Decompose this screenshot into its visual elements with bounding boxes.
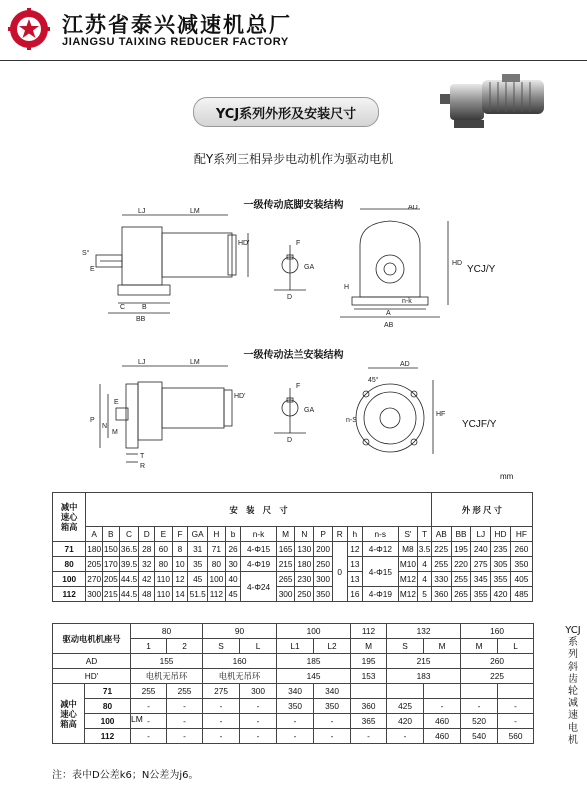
header-divider [0, 60, 587, 61]
cell: 360 [431, 587, 451, 602]
table-row [53, 587, 533, 602]
cell: 195 [451, 542, 471, 557]
t2-frame: 90 [203, 624, 277, 639]
cell: 4-Φ19 [363, 587, 398, 602]
cell: - [131, 714, 167, 729]
cell: M12 [398, 587, 418, 602]
cell: M10 [398, 557, 418, 572]
cell: - [203, 729, 240, 744]
cell: 12 [347, 542, 363, 557]
cell: 13 [347, 572, 363, 587]
cell: 32 [139, 557, 155, 572]
t2-rowhead: 减中 速心 箱高 [53, 684, 85, 744]
dim-nk-label: n-k [402, 298, 412, 305]
flange-dim-hd-prime-label: HD' [234, 393, 246, 400]
flange-dim-e-label: E [114, 399, 119, 406]
dim-bb-label: BB [136, 316, 146, 323]
t1-col-c: C [119, 527, 139, 542]
dim-f-label: F [296, 240, 301, 247]
t2-lm-label: LM [131, 714, 143, 724]
flange-dim-ga-label: GA [304, 407, 315, 414]
company-name-cn: 江苏省泰兴减速机总厂 [62, 13, 292, 37]
t2-variant: 2 [167, 639, 203, 654]
flange-dim-d-label: D [287, 437, 293, 444]
cell: 31 [188, 542, 208, 557]
cell: 265 [276, 572, 295, 587]
cell: 44.5 [119, 587, 139, 602]
cell: 220 [451, 557, 471, 572]
flange-dim-r-label: R [140, 463, 146, 470]
dim-ab-label: AB [384, 322, 394, 329]
t1-col-h: H [208, 527, 226, 542]
cell-r-merged: 0 [332, 542, 347, 602]
t2-variant: L [498, 639, 534, 654]
cell: 71 [208, 542, 226, 557]
t2-variant: M [461, 639, 498, 654]
row-size: 100 [85, 714, 131, 729]
t2-variant: 1 [131, 639, 167, 654]
dim-c-label: C [120, 304, 126, 311]
cell: 460 [424, 729, 461, 744]
cell: 240 [471, 542, 491, 557]
cell: 275 [471, 557, 491, 572]
t1-col-hd: HD [491, 527, 511, 542]
t1-col-s: S' [398, 527, 418, 542]
t2-frame: 132 [387, 624, 461, 639]
dim-e-label: E [90, 266, 95, 273]
cell: 40 [225, 572, 241, 587]
cell: 48 [139, 587, 155, 602]
cell: 265 [451, 587, 471, 602]
t1-col-hf: HF [510, 527, 532, 542]
cell: 365 [351, 714, 387, 729]
cell: 350 [510, 557, 532, 572]
table-row [53, 572, 533, 587]
table-row [53, 699, 534, 714]
t1-col-d: D [139, 527, 155, 542]
cell: 420 [491, 587, 511, 602]
cell: 30 [225, 557, 241, 572]
unit-label: mm [500, 472, 514, 481]
cell: 110 [155, 572, 173, 587]
table-row [53, 714, 534, 729]
dim-ga-label: GA [304, 264, 315, 271]
cell: 3.5 [418, 542, 432, 557]
cell: 45 [225, 587, 241, 602]
cell: 355 [471, 587, 491, 602]
t1-col-t: T [418, 527, 432, 542]
row-size: 100 [53, 572, 86, 587]
flange-dim-lm-label: LM [190, 359, 200, 366]
t1-rowhead: 减中 速心 箱高 [53, 493, 86, 542]
table-row [53, 542, 533, 557]
cell: - [277, 729, 314, 744]
cell [461, 684, 498, 699]
t1-col-a: A [86, 527, 103, 542]
flange-mount-drawing [78, 358, 498, 473]
t2-hd: 183 [387, 669, 461, 684]
cell: 80 [155, 557, 173, 572]
cell: 45 [188, 572, 208, 587]
cell: 60 [155, 542, 173, 557]
cell: - [277, 714, 314, 729]
cell: 250 [295, 587, 314, 602]
row-size: 71 [53, 542, 86, 557]
t2-variant: S [203, 639, 240, 654]
dim-hd-label: HD [452, 260, 463, 267]
cell: 26 [225, 542, 241, 557]
gearmotor-product-image [436, 72, 556, 142]
cell: 4 [418, 572, 432, 587]
t2-ad: 260 [461, 654, 534, 669]
cell: 255 [431, 557, 451, 572]
cell: - [240, 729, 277, 744]
cell [424, 684, 461, 699]
cell: 130 [295, 542, 314, 557]
cell: 350 [277, 699, 314, 714]
table-row [53, 684, 534, 699]
cell: 100 [208, 572, 226, 587]
table-row [53, 557, 533, 572]
cell: 4-Φ12 [363, 542, 398, 557]
cell: 112 [208, 587, 226, 602]
cell: 420 [387, 714, 424, 729]
cell: 180 [295, 557, 314, 572]
cell: 215 [276, 557, 295, 572]
t2-variant: S [387, 639, 424, 654]
t2-ad: 185 [277, 654, 351, 669]
cell: 405 [510, 572, 532, 587]
t1-col-bb: BB [451, 527, 471, 542]
cell: 51.5 [188, 587, 208, 602]
cell: 275 [203, 684, 240, 699]
cell: - [424, 699, 461, 714]
t2-frame: 80 [131, 624, 203, 639]
flange-dim-n-label: N [102, 423, 108, 430]
cell: - [167, 714, 203, 729]
company-name-en: JIANGSU TAIXING REDUCER FACTORY [62, 36, 289, 48]
cell: 13 [347, 557, 363, 572]
cell: 4-Φ15 [241, 542, 276, 557]
cell: 425 [387, 699, 424, 714]
page-header [0, 0, 587, 70]
cell: - [240, 699, 277, 714]
t1-col-n: N [295, 527, 314, 542]
page-title: YCJ系列外形及安装尺寸 [193, 97, 379, 127]
cell: - [203, 714, 240, 729]
t2-variant: M [351, 639, 387, 654]
flange-dim-lj-label: LJ [138, 359, 146, 366]
cell: 235 [491, 542, 511, 557]
cell: - [498, 699, 534, 714]
t2-hd: 电机无吊环 [203, 669, 277, 684]
cell: 44.5 [119, 572, 139, 587]
cell: - [498, 714, 534, 729]
cell: 270 [86, 572, 103, 587]
row-size: 80 [53, 557, 86, 572]
cell: 205 [86, 557, 103, 572]
t1-col-m: M [276, 527, 295, 542]
dim-a-label: A [386, 310, 391, 317]
company-logo-icon [8, 8, 50, 50]
cell: 150 [102, 542, 119, 557]
model-ycjf-y: YCJF/Y [462, 419, 497, 430]
t2-ad: 215 [387, 654, 461, 669]
t2-ad-label: AD [53, 654, 131, 669]
t2-ad: 155 [131, 654, 203, 669]
t1-col-ns: n-s [363, 527, 398, 542]
t2-variant: L1 [277, 639, 314, 654]
t2-frame: 100 [277, 624, 351, 639]
model-ycj-y: YCJ/Y [467, 264, 496, 275]
dim-lj-label: LJ [138, 208, 146, 215]
dim-s-label: S° [82, 250, 90, 257]
cell: 10 [172, 557, 188, 572]
cell: 165 [276, 542, 295, 557]
row-size: 112 [85, 729, 131, 744]
cell: - [240, 714, 277, 729]
t1-col-f: F [172, 527, 188, 542]
dim-h-label: H [344, 284, 350, 291]
cell: - [314, 729, 351, 744]
cell: 360 [351, 699, 387, 714]
cell: - [351, 729, 387, 744]
cell: 300 [314, 572, 333, 587]
cell: 36.5 [119, 542, 139, 557]
cell-nk-merged: 4-Φ24 [241, 572, 276, 602]
cell: 170 [102, 557, 119, 572]
flange-dim-t-label: T [140, 453, 145, 460]
cell: 28 [139, 542, 155, 557]
cell: 35 [188, 557, 208, 572]
t1-col-h-small: h [347, 527, 363, 542]
cell: - [167, 729, 203, 744]
cell: 300 [240, 684, 277, 699]
cell [498, 684, 534, 699]
cell: - [131, 729, 167, 744]
cell: 350 [314, 587, 333, 602]
cell: 250 [314, 557, 333, 572]
t2-hd: 225 [461, 669, 534, 684]
cell: - [131, 699, 167, 714]
cell: - [461, 699, 498, 714]
t2-hd: 电机无吊环 [131, 669, 203, 684]
cell: M12 [398, 572, 418, 587]
cell: 205 [102, 572, 119, 587]
t2-frame: 160 [461, 624, 534, 639]
cell: 255 [131, 684, 167, 699]
cell [387, 684, 424, 699]
cell: 39.5 [119, 557, 139, 572]
page-subtitle: 配Y系列三相异步电动机作为驱动电机 [193, 152, 394, 166]
cell: 8 [172, 542, 188, 557]
cell: - [167, 699, 203, 714]
t2-hd-label: HD' [53, 669, 131, 684]
side-series-label: YCJ系列斜齿轮减速电机 [565, 625, 581, 746]
cell: 305 [491, 557, 511, 572]
t1-col-nk: n-k [241, 527, 276, 542]
flange-dim-m-label: M [112, 429, 118, 436]
cell: 14 [172, 587, 188, 602]
flange-mount-caption: 一级传动法兰安装结构 [243, 350, 344, 361]
cell: 255 [167, 684, 203, 699]
flange-dim-ad-label: AD [400, 361, 410, 368]
cell: - [387, 729, 424, 744]
flange-dim-hf-label: HF [436, 411, 446, 418]
t1-group-outline: 外 形 尺 寸 [431, 493, 532, 527]
cell: 330 [431, 572, 451, 587]
cell: 180 [86, 542, 103, 557]
dim-lm-label: LM [190, 208, 200, 215]
cell: 16 [347, 587, 363, 602]
cell: 350 [314, 699, 351, 714]
cell: 4 [418, 557, 432, 572]
cell: 4-Φ19 [241, 557, 276, 572]
cell: 110 [155, 587, 173, 602]
cell: 225 [431, 542, 451, 557]
cell: - [314, 714, 351, 729]
t1-col-ab: AB [431, 527, 451, 542]
cell: 340 [277, 684, 314, 699]
t2-hd: 145 [277, 669, 351, 684]
cell: 520 [461, 714, 498, 729]
installation-dimensions-table [52, 492, 533, 602]
row-size: 80 [85, 699, 131, 714]
dim-ad-label: AD [408, 205, 418, 211]
flange-dim-ns-label: n-S [346, 417, 357, 424]
flange-dim-f-label: F [296, 383, 301, 390]
cell: 12 [172, 572, 188, 587]
cell: 5 [418, 587, 432, 602]
cell: 340 [314, 684, 351, 699]
cell: 260 [510, 542, 532, 557]
t1-group-install: 安 装 尺 寸 [86, 493, 432, 527]
row-size: 112 [53, 587, 86, 602]
t1-col-ga: GA [188, 527, 208, 542]
t2-ad: 195 [351, 654, 387, 669]
motor-frame-table [52, 623, 534, 744]
cell: 300 [276, 587, 295, 602]
cell: 300 [86, 587, 103, 602]
cell: M8 [398, 542, 418, 557]
table-row [53, 729, 534, 744]
t2-motor-frame-label: 驱动电机机座号 [53, 624, 131, 654]
cell [351, 684, 387, 699]
t2-variant: L [240, 639, 277, 654]
t1-col-b-small: b [225, 527, 241, 542]
foot-mount-drawing [78, 205, 498, 335]
cell: 255 [451, 572, 471, 587]
cell: 460 [424, 714, 461, 729]
t2-ad: 160 [203, 654, 277, 669]
dim-d-label: D [287, 294, 293, 301]
cell: 215 [102, 587, 119, 602]
cell: 42 [139, 572, 155, 587]
cell: 80 [208, 557, 226, 572]
cell: 540 [461, 729, 498, 744]
t1-col-e: E [155, 527, 173, 542]
t1-col-r: R [332, 527, 347, 542]
dim-b-label: B [142, 304, 147, 311]
cell: 485 [510, 587, 532, 602]
cell: 200 [314, 542, 333, 557]
cell: 560 [498, 729, 534, 744]
t2-variant: L2 [314, 639, 351, 654]
cell: 345 [471, 572, 491, 587]
t1-col-lj: LJ [471, 527, 491, 542]
foot-mount-caption: 一级传动底脚安装结构 [243, 200, 344, 211]
footnote: 注：表中D公差k6；N公差为j6。 [52, 770, 199, 781]
t1-col-p: P [314, 527, 333, 542]
t1-col-b: B [102, 527, 119, 542]
dim-hd-prime-label: HD' [238, 240, 250, 247]
cell-ns-merged: 4-Φ15 [363, 557, 398, 587]
cell: - [203, 699, 240, 714]
cell: 355 [491, 572, 511, 587]
t2-frame: 112 [351, 624, 387, 639]
flange-dim-45-label: 45° [368, 377, 379, 384]
cell: 230 [295, 572, 314, 587]
row-size: 71 [85, 684, 131, 699]
t2-hd: 153 [351, 669, 387, 684]
t2-variant: M [424, 639, 461, 654]
flange-dim-p-label: P [90, 417, 95, 424]
